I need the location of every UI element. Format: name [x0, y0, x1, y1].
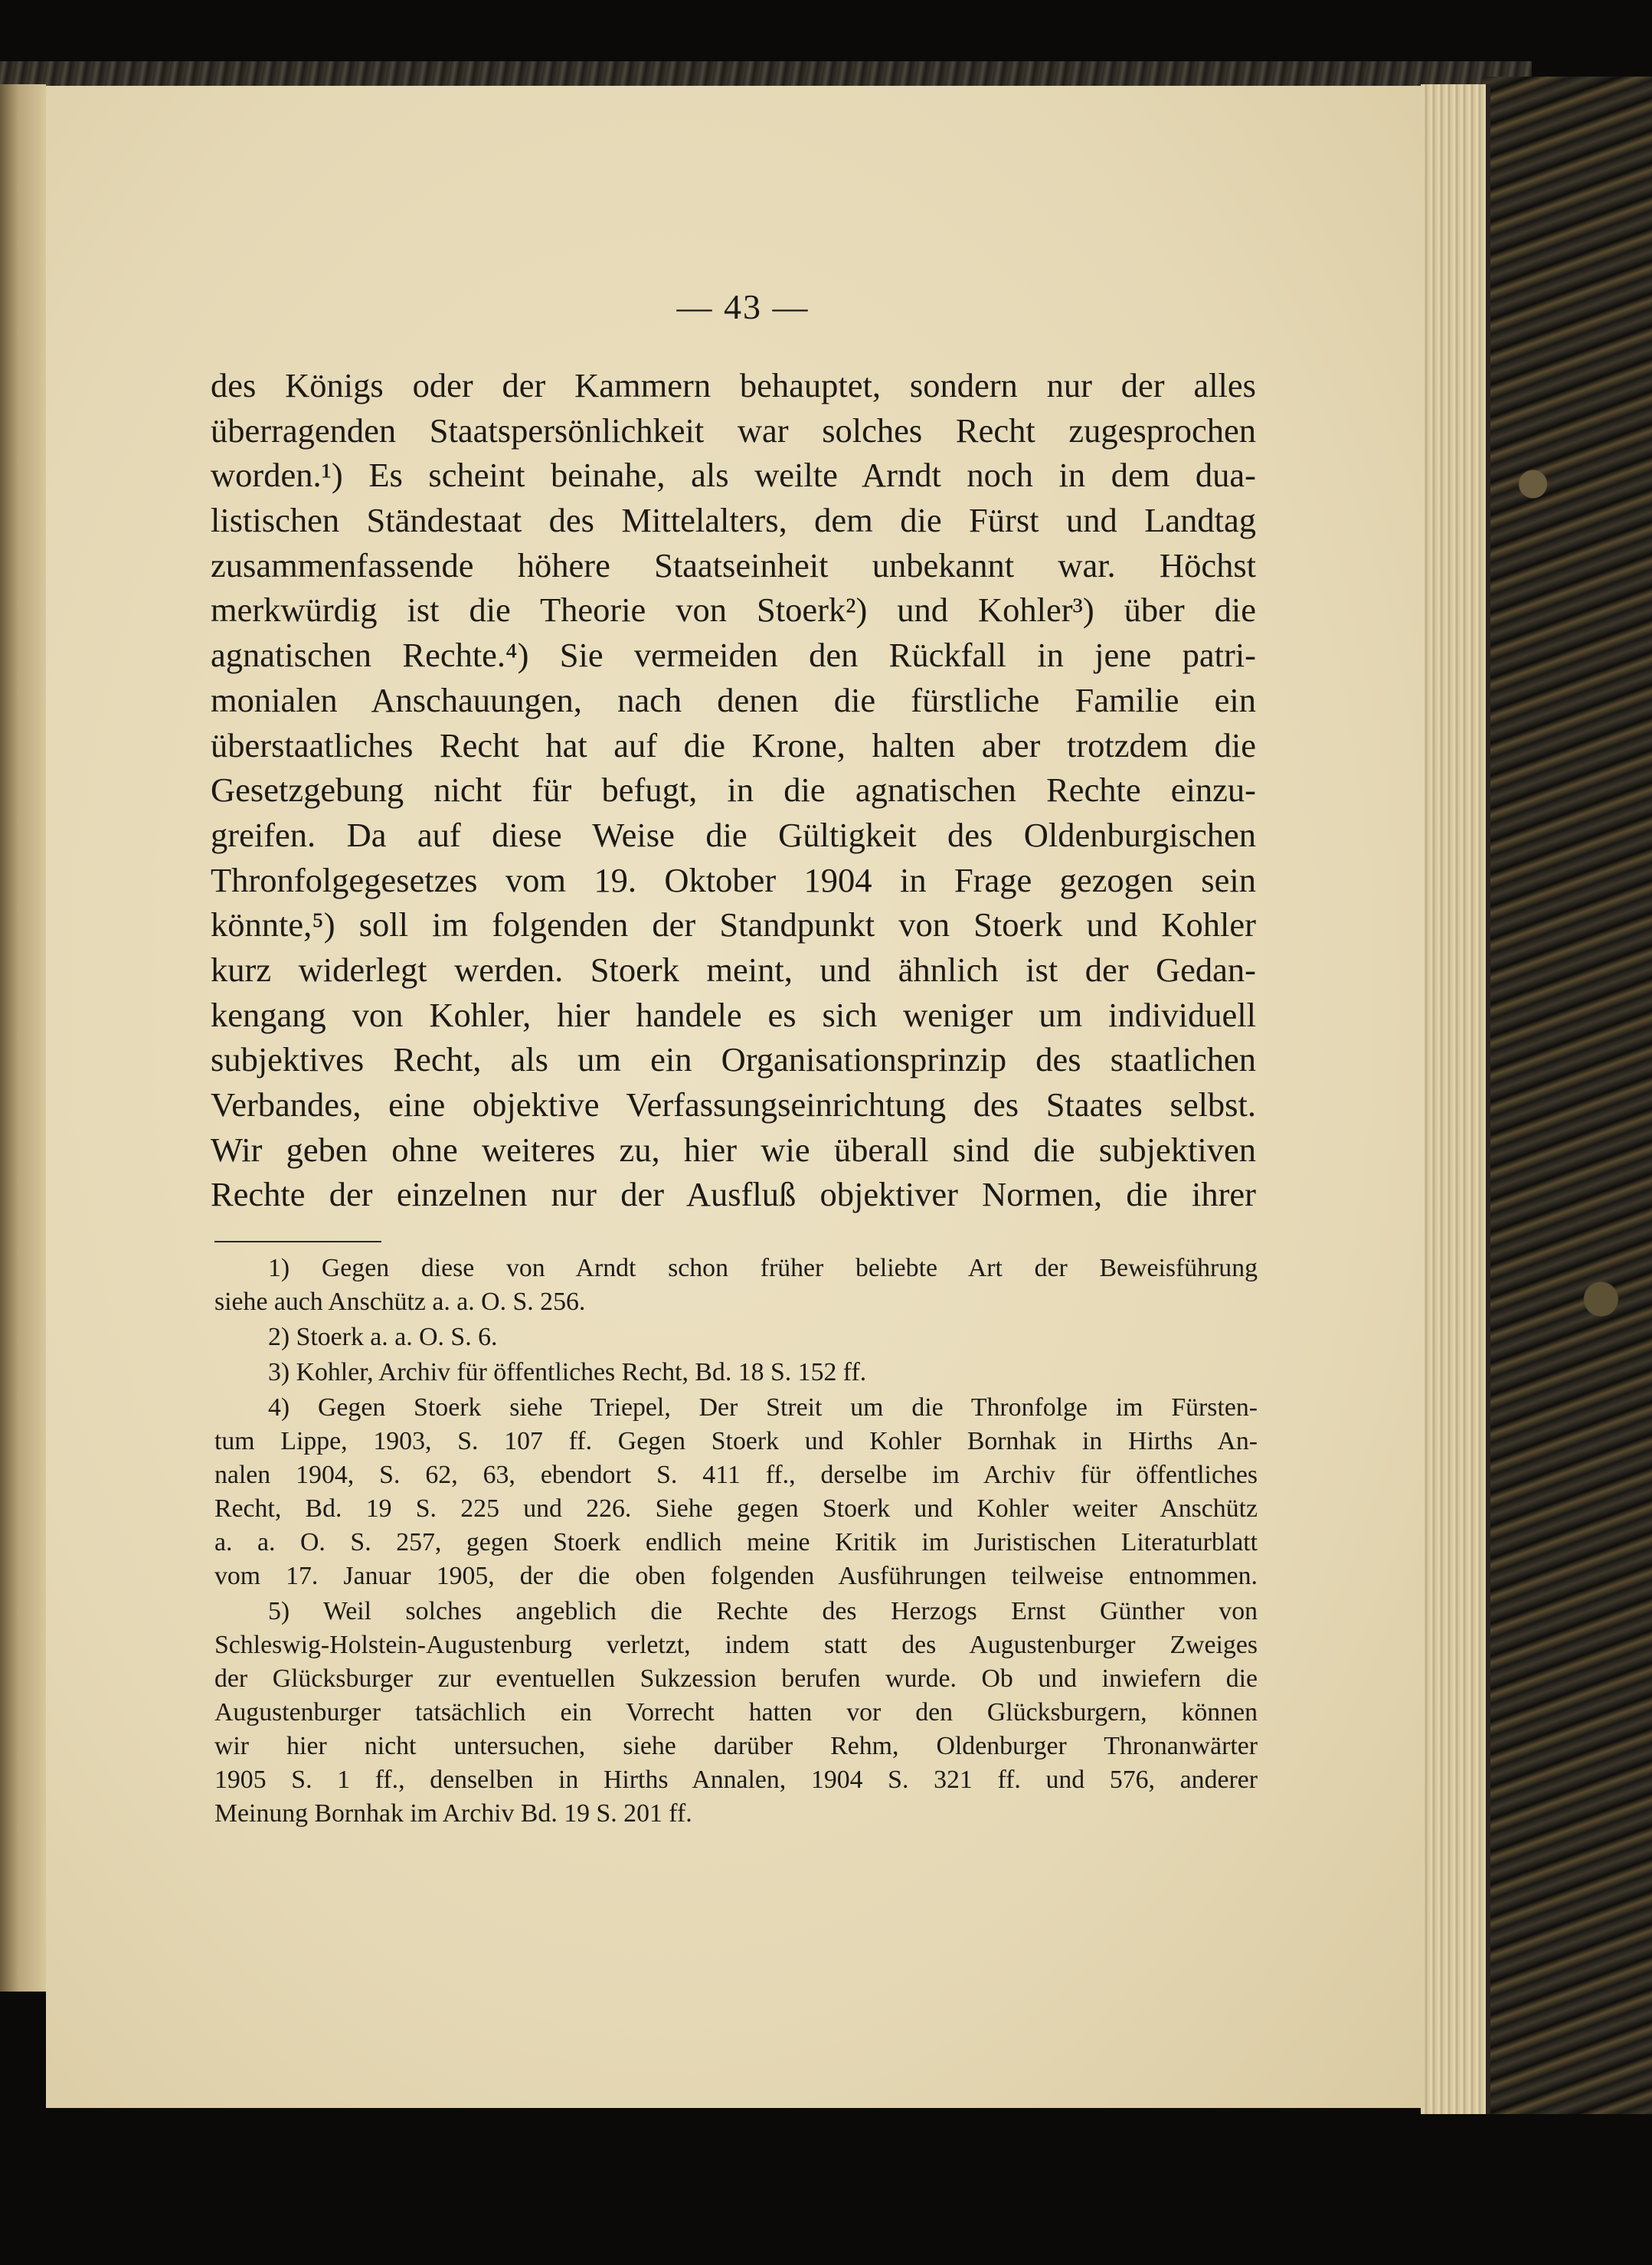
body-line: monialen Anschauungen, nach denen die fürstliche Familie ein [211, 680, 1256, 719]
marbled-cover-edge [1482, 77, 1652, 2114]
body-line: kengang von Kohler, hier handele es sich weniger um individuell [211, 995, 1256, 1034]
body-line: Gesetzgebung nicht für befugt, in die agnatischen Rechte einzu- [211, 771, 1256, 810]
footnote-rule [214, 1241, 381, 1242]
body-line: worden.¹) Es scheint beinahe, als weilte Arndt noch in dem dua- [211, 456, 1256, 495]
footnote-line: 1) Gegen diese von Arndt schon früher beliebte Art der Beweisführung [268, 1254, 1258, 1282]
footnote-line: 2) Stoerk a. a. O. S. 6. [268, 1323, 498, 1351]
footnote-line: 5) Weil solches angeblich die Rechte des Herzogs Ernst Günther von [268, 1597, 1258, 1625]
footnote-line: der Glücksburger zur eventuellen Sukzession berufen wurde. Ob und inwiefern die [214, 1664, 1258, 1693]
footnote-line: a. a. O. S. 257, gegen Stoerk endlich meine Kritik im Juristischen Literaturblatt [214, 1528, 1258, 1556]
footnote-line: 4) Gegen Stoerk siehe Triepel, Der Streit um die Thronfolge im Fürsten- [268, 1393, 1258, 1422]
footnote-line: vom 17. Januar 1905, der die oben folgenden Ausführungen teilweise entnommen. [214, 1562, 1258, 1590]
footnote-line: Meinung Bornhak im Archiv Bd. 19 S. 201 ff. [214, 1799, 692, 1828]
body-line: überragenden Staatspersönlichkeit war solches Recht zugesprochen [211, 411, 1256, 450]
footnote-line: nalen 1904, S. 62, 63, ebendort S. 411 ff., derselbe im Archiv für öffentliches [214, 1461, 1258, 1489]
body-line: agnatischen Rechte.⁴) Sie vermeiden den Rückfall in jene patri- [211, 636, 1256, 675]
body-line: merkwürdig ist die Theorie von Stoerk²) und Kohler³) über die [211, 591, 1256, 630]
page-stack-edge [1421, 84, 1490, 2114]
footnote-line: Recht, Bd. 19 S. 225 und 226. Siehe gegen Stoerk und Kohler weiter Anschütz [214, 1494, 1258, 1523]
footnote-line: tum Lippe, 1903, S. 107 ff. Gegen Stoerk und Kohler Bornhak in Hirths An- [214, 1427, 1258, 1455]
footnotes [214, 1252, 1258, 1831]
body-line: Verbandes, eine objektive Verfassungseinrichtung des Staates selbst. [211, 1085, 1256, 1124]
book-page [46, 86, 1425, 2108]
body-line: könnte,⁵) soll im folgenden der Standpunkt von Stoerk und Kohler [211, 905, 1256, 944]
footnote-line: Augustenburger tatsächlich ein Vorrecht hatten vor den Glücksburgern, können [214, 1698, 1258, 1727]
body-line: Wir geben ohne weiteres zu, hier wie überall sind die subjektiven [211, 1130, 1256, 1169]
footnote-line: 1905 S. 1 ff., denselben in Hirths Annalen, 1904 S. 321 ff. und 576, anderer [214, 1766, 1258, 1794]
left-page-edge [0, 84, 46, 1992]
body-line: Rechte der einzelnen nur der Ausfluß objektiver Normen, die ihrer [211, 1175, 1256, 1214]
footnote-line: Schleswig-Holstein-Augustenburg verletzt, indem statt des Augustenburger Zweiges [214, 1631, 1258, 1659]
body-line: zusammenfassende höhere Staatseinheit unbekannt war. Höchst [211, 545, 1256, 584]
body-line: überstaatliches Recht hat auf die Krone, halten aber trotzdem die [211, 725, 1256, 764]
footnote-line: siehe auch Anschütz a. a. O. S. 256. [214, 1288, 586, 1316]
body-line: des Königs oder der Kammern behauptet, sondern nur der alles [211, 366, 1256, 404]
body-line: subjektives Recht, als um ein Organisationsprinzip des staatlichen [211, 1040, 1256, 1079]
page-number: — 43 — [676, 287, 810, 326]
body-line: greifen. Da auf diese Weise die Gültigkeit des Oldenburgischen [211, 815, 1256, 854]
body-line: kurz widerlegt werden. Stoerk meint, und ähnlich ist der Gedan- [211, 950, 1256, 989]
footnote-line: 3) Kohler, Archiv für öffentliches Recht, Bd. 18 S. 152 ff. [268, 1358, 867, 1386]
body-line: Thronfolgegesetzes vom 19. Oktober 1904 in Frage gezogen sein [211, 860, 1256, 899]
body-text [211, 363, 1256, 1217]
footnote-line: wir hier nicht untersuchen, siehe darüber Rehm, Oldenburger Thronanwärter [214, 1732, 1258, 1760]
body-line: listischen Ständestaat des Mittelalters, dem die Fürst und Landtag [211, 501, 1256, 540]
